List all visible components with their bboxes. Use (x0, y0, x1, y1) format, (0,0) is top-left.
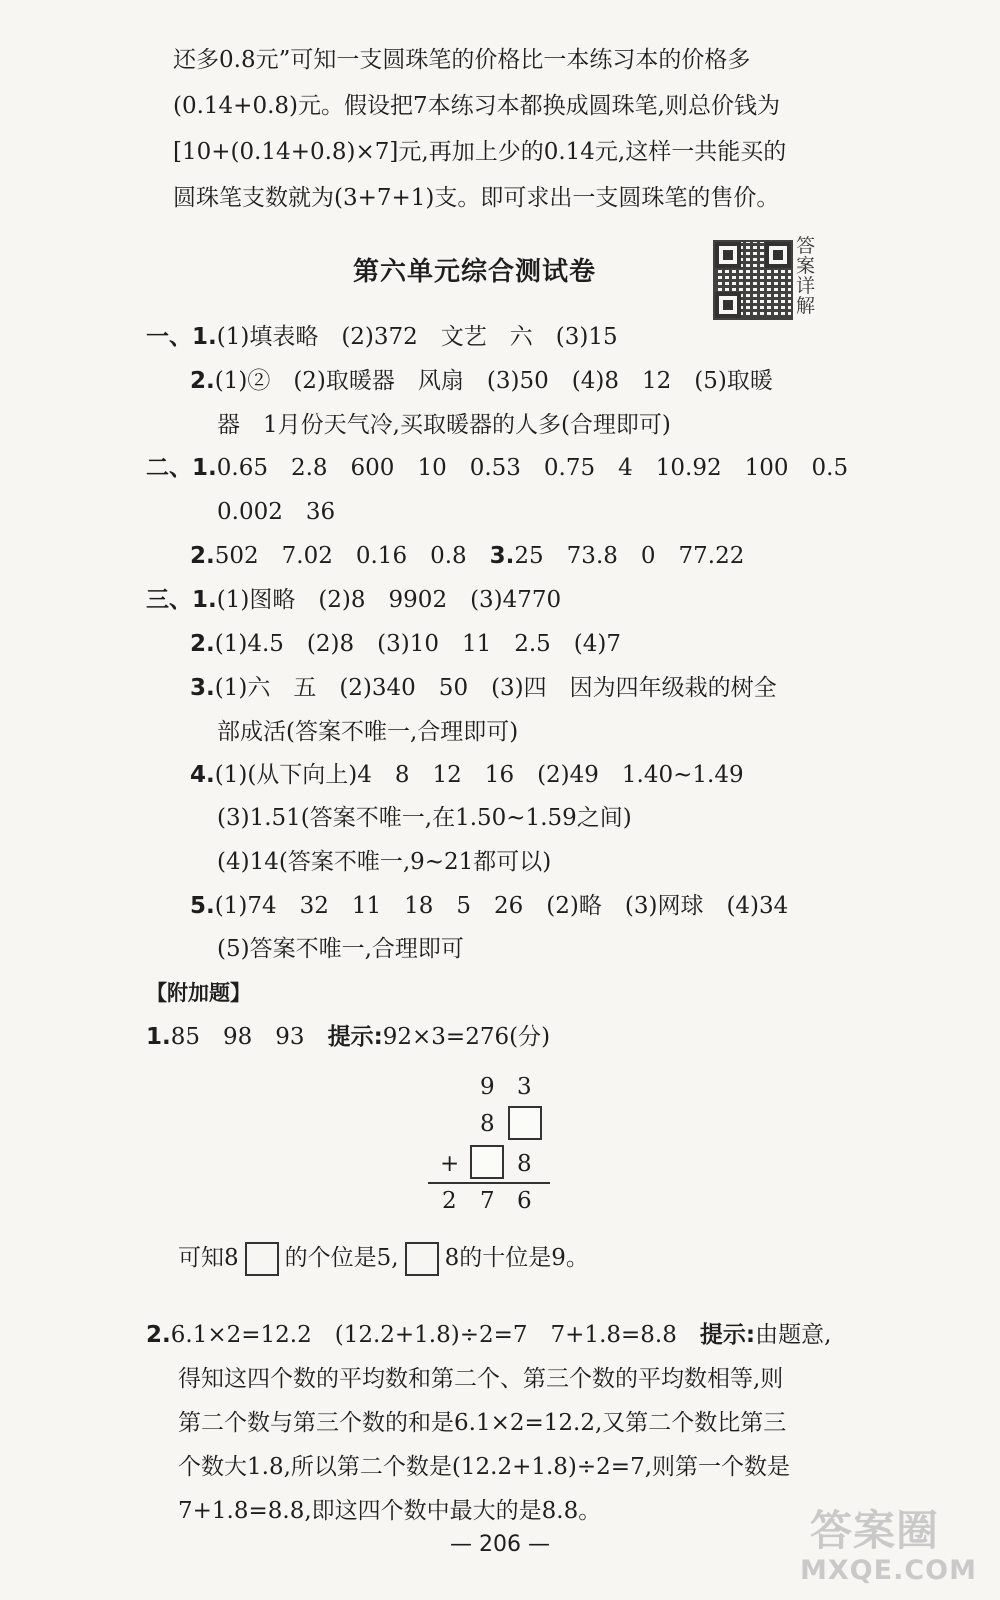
answer-row: 3.(1)六 五 (2)340 50 (3)四 因为四年级栽的树全 (190, 675, 777, 701)
watermark-url: MXQE.COM (800, 1555, 977, 1586)
blank-box (245, 1242, 279, 1276)
bonus-conclusion: 可知8 的个位是5, 8的十位是9。 (178, 1242, 589, 1276)
answer-row: 器 1月份天气冷,买取暖器的人多(合理即可) (217, 412, 671, 438)
qr-label: 答案详解 (796, 235, 816, 317)
blank-box (470, 1145, 504, 1179)
watermark-logo: 答案圈 (810, 1506, 940, 1555)
calc-digit: 8 (480, 1111, 495, 1137)
answer-row: 二、1.0.65 2.8 600 10 0.53 0.75 4 10.92 100 0.5 (146, 455, 849, 481)
answer-row: (4)14(答案不唯一,9~21都可以) (217, 849, 552, 875)
answer-row: (3)1.51(答案不唯一,在1.50~1.59之间) (217, 805, 632, 831)
paragraph-line-1: 还多0.8元”可知一支圆珠笔的价格比一本练习本的价格多 (173, 47, 751, 73)
bonus2-line: 第二个数与第三个数的和是6.1×2=12.2,又第二个数比第三 (178, 1410, 787, 1436)
calc-digit: 7 (480, 1188, 495, 1214)
page-number: — 206 — (450, 1532, 550, 1557)
answer-row: 部成活(答案不唯一,合理即可) (217, 719, 519, 745)
answer-row: 一、1.(1)填表略 (2)372 文艺 六 (3)15 (146, 324, 618, 350)
plus-sign: + (440, 1151, 460, 1177)
bonus2-line: 7+1.8=8.8,即这四个数中最大的是8.8。 (178, 1498, 602, 1524)
calc-digit: 6 (517, 1188, 532, 1214)
sum-line (428, 1182, 550, 1184)
answer-row: 0.002 36 (217, 499, 336, 525)
bonus-answer-1: 1.85 98 93 提示:92×3=276(分) (146, 1024, 551, 1050)
qr-code-icon[interactable] (713, 240, 793, 320)
bonus2-line: 得知这四个数的平均数和第二个、第三个数的平均数相等,则 (178, 1366, 784, 1392)
blank-box (405, 1242, 439, 1276)
calc-digit: 8 (517, 1151, 532, 1177)
paragraph-line-3: [10+(0.14+0.8)×7]元,再加上少的0.14元,这样一共能买的 (173, 139, 787, 165)
section-title: 第六单元综合测试卷 (353, 257, 597, 287)
calc-digit: 3 (517, 1074, 532, 1100)
answer-row: 2.502 7.02 0.16 0.8 3.25 73.8 0 77.22 (190, 543, 745, 569)
answer-row: (5)答案不唯一,合理即可 (217, 936, 464, 962)
bonus2-line: 个数大1.8,所以第二个数是(12.2+1.8)÷2=7,则第一个数是 (178, 1454, 791, 1480)
answer-row: 2.(1)4.5 (2)8 (3)10 11 2.5 (4)7 (190, 631, 622, 657)
answer-row: 5.(1)74 32 11 18 5 26 (2)略 (3)网球 (4)34 (190, 893, 789, 919)
answer-row: 三、1.(1)图略 (2)8 9902 (3)4770 (146, 587, 562, 613)
bonus-answer-2: 2.6.1×2=12.2 (12.2+1.8)÷2=7 7+1.8=8.8 提示:由题意, (146, 1322, 832, 1348)
answer-row: 4.(1)(从下向上)4 8 12 16 (2)49 1.40~1.49 (190, 762, 744, 788)
calc-digit: 2 (442, 1188, 457, 1214)
blank-box (508, 1106, 542, 1140)
paragraph-line-4: 圆珠笔支数就为(3+7+1)支。即可求出一支圆珠笔的售价。 (173, 185, 780, 211)
paragraph-line-2: (0.14+0.8)元。假设把7本练习本都换成圆珠笔,则总价钱为 (173, 93, 780, 119)
answer-row: 2.(1)② (2)取暖器 风扇 (3)50 (4)8 12 (5)取暖 (190, 368, 773, 394)
calc-digit: 9 (480, 1074, 495, 1100)
bonus-heading: 【附加题】 (146, 981, 251, 1005)
